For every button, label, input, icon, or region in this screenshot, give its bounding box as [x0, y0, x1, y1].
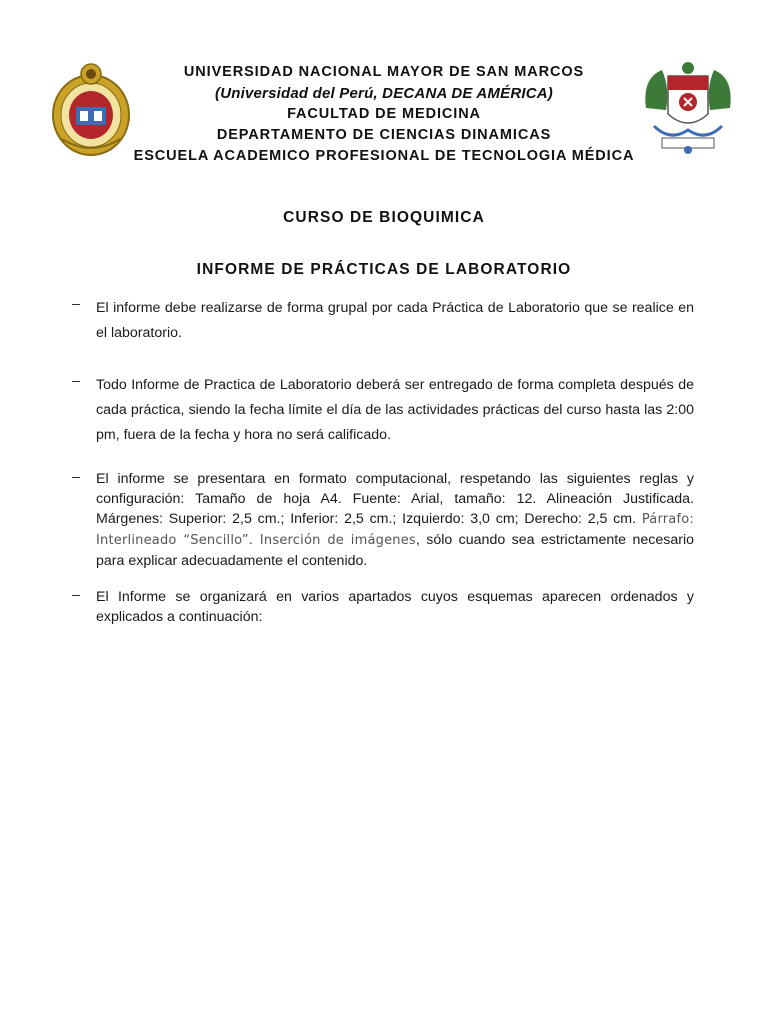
images-rule-text: , sólo cuando sea estrictamente necesario para explicar adecuadamente el contenido.	[96, 532, 694, 569]
list-item	[72, 587, 694, 627]
course-title: CURSO DE BIOQUIMICA	[283, 209, 485, 226]
instructions-list	[72, 296, 694, 627]
institution-header	[0, 62, 768, 167]
university-subtitle: (Universidad del Perú, DECANA DE AMÉRICA)	[215, 85, 553, 102]
bullet-dash: –	[72, 587, 80, 603]
list-item-text: Todo Informe de Practica de Laboratorio deberá ser entregado de forma completa después de cada práctica, siendo la fecha límite el día de las actividades prácticas del curso hasta las 2:00 pm, fuera de la fecha y hora no será calificado.	[96, 377, 694, 443]
bullet-dash: –	[72, 469, 80, 485]
list-item	[72, 296, 694, 346]
university-name: UNIVERSIDAD NACIONAL MAYOR DE SAN MARCOS	[183, 64, 585, 80]
list-item	[72, 469, 694, 571]
list-item	[72, 373, 694, 448]
report-title: INFORME DE PRÁCTICAS DE LABORATORIO	[196, 261, 572, 278]
list-item-text: El informe debe realizarse de forma grupal por cada Práctica de Laboratorio que se realice en el laboratorio.	[96, 300, 694, 341]
bullet-dash: –	[72, 296, 80, 312]
format-rules-text: El informe se presentara en formato computacional, respetando las siguientes reglas y configuración: Tamaño de hoja A4. Fuente: Arial, tamaño: 12. Alineación Justificada. Márgenes: Superior: 2,5 cm.; Inferior: 2,5 cm.; Izquierdo: 3,0 cm; Derecho: 2,5 cm.	[96, 471, 694, 527]
list-item-text	[96, 469, 694, 571]
paragraph-rules-text: Párrafo: Interlineado “Sencillo”. Inserción de imágenes	[96, 512, 694, 548]
faculty-name: FACULTAD DE MEDICINA	[287, 106, 481, 122]
list-item-text: El Informe se organizará en varios apartados cuyos esquemas aparecen ordenados y explicados a continuación:	[96, 589, 694, 625]
school-name: ESCUELA ACADEMICO PROFESIONAL DE TECNOLOGIA MÉDICA	[133, 148, 635, 164]
department-name: DEPARTAMENTO DE CIENCIAS DINAMICAS	[216, 127, 552, 143]
bullet-dash: –	[72, 373, 80, 389]
